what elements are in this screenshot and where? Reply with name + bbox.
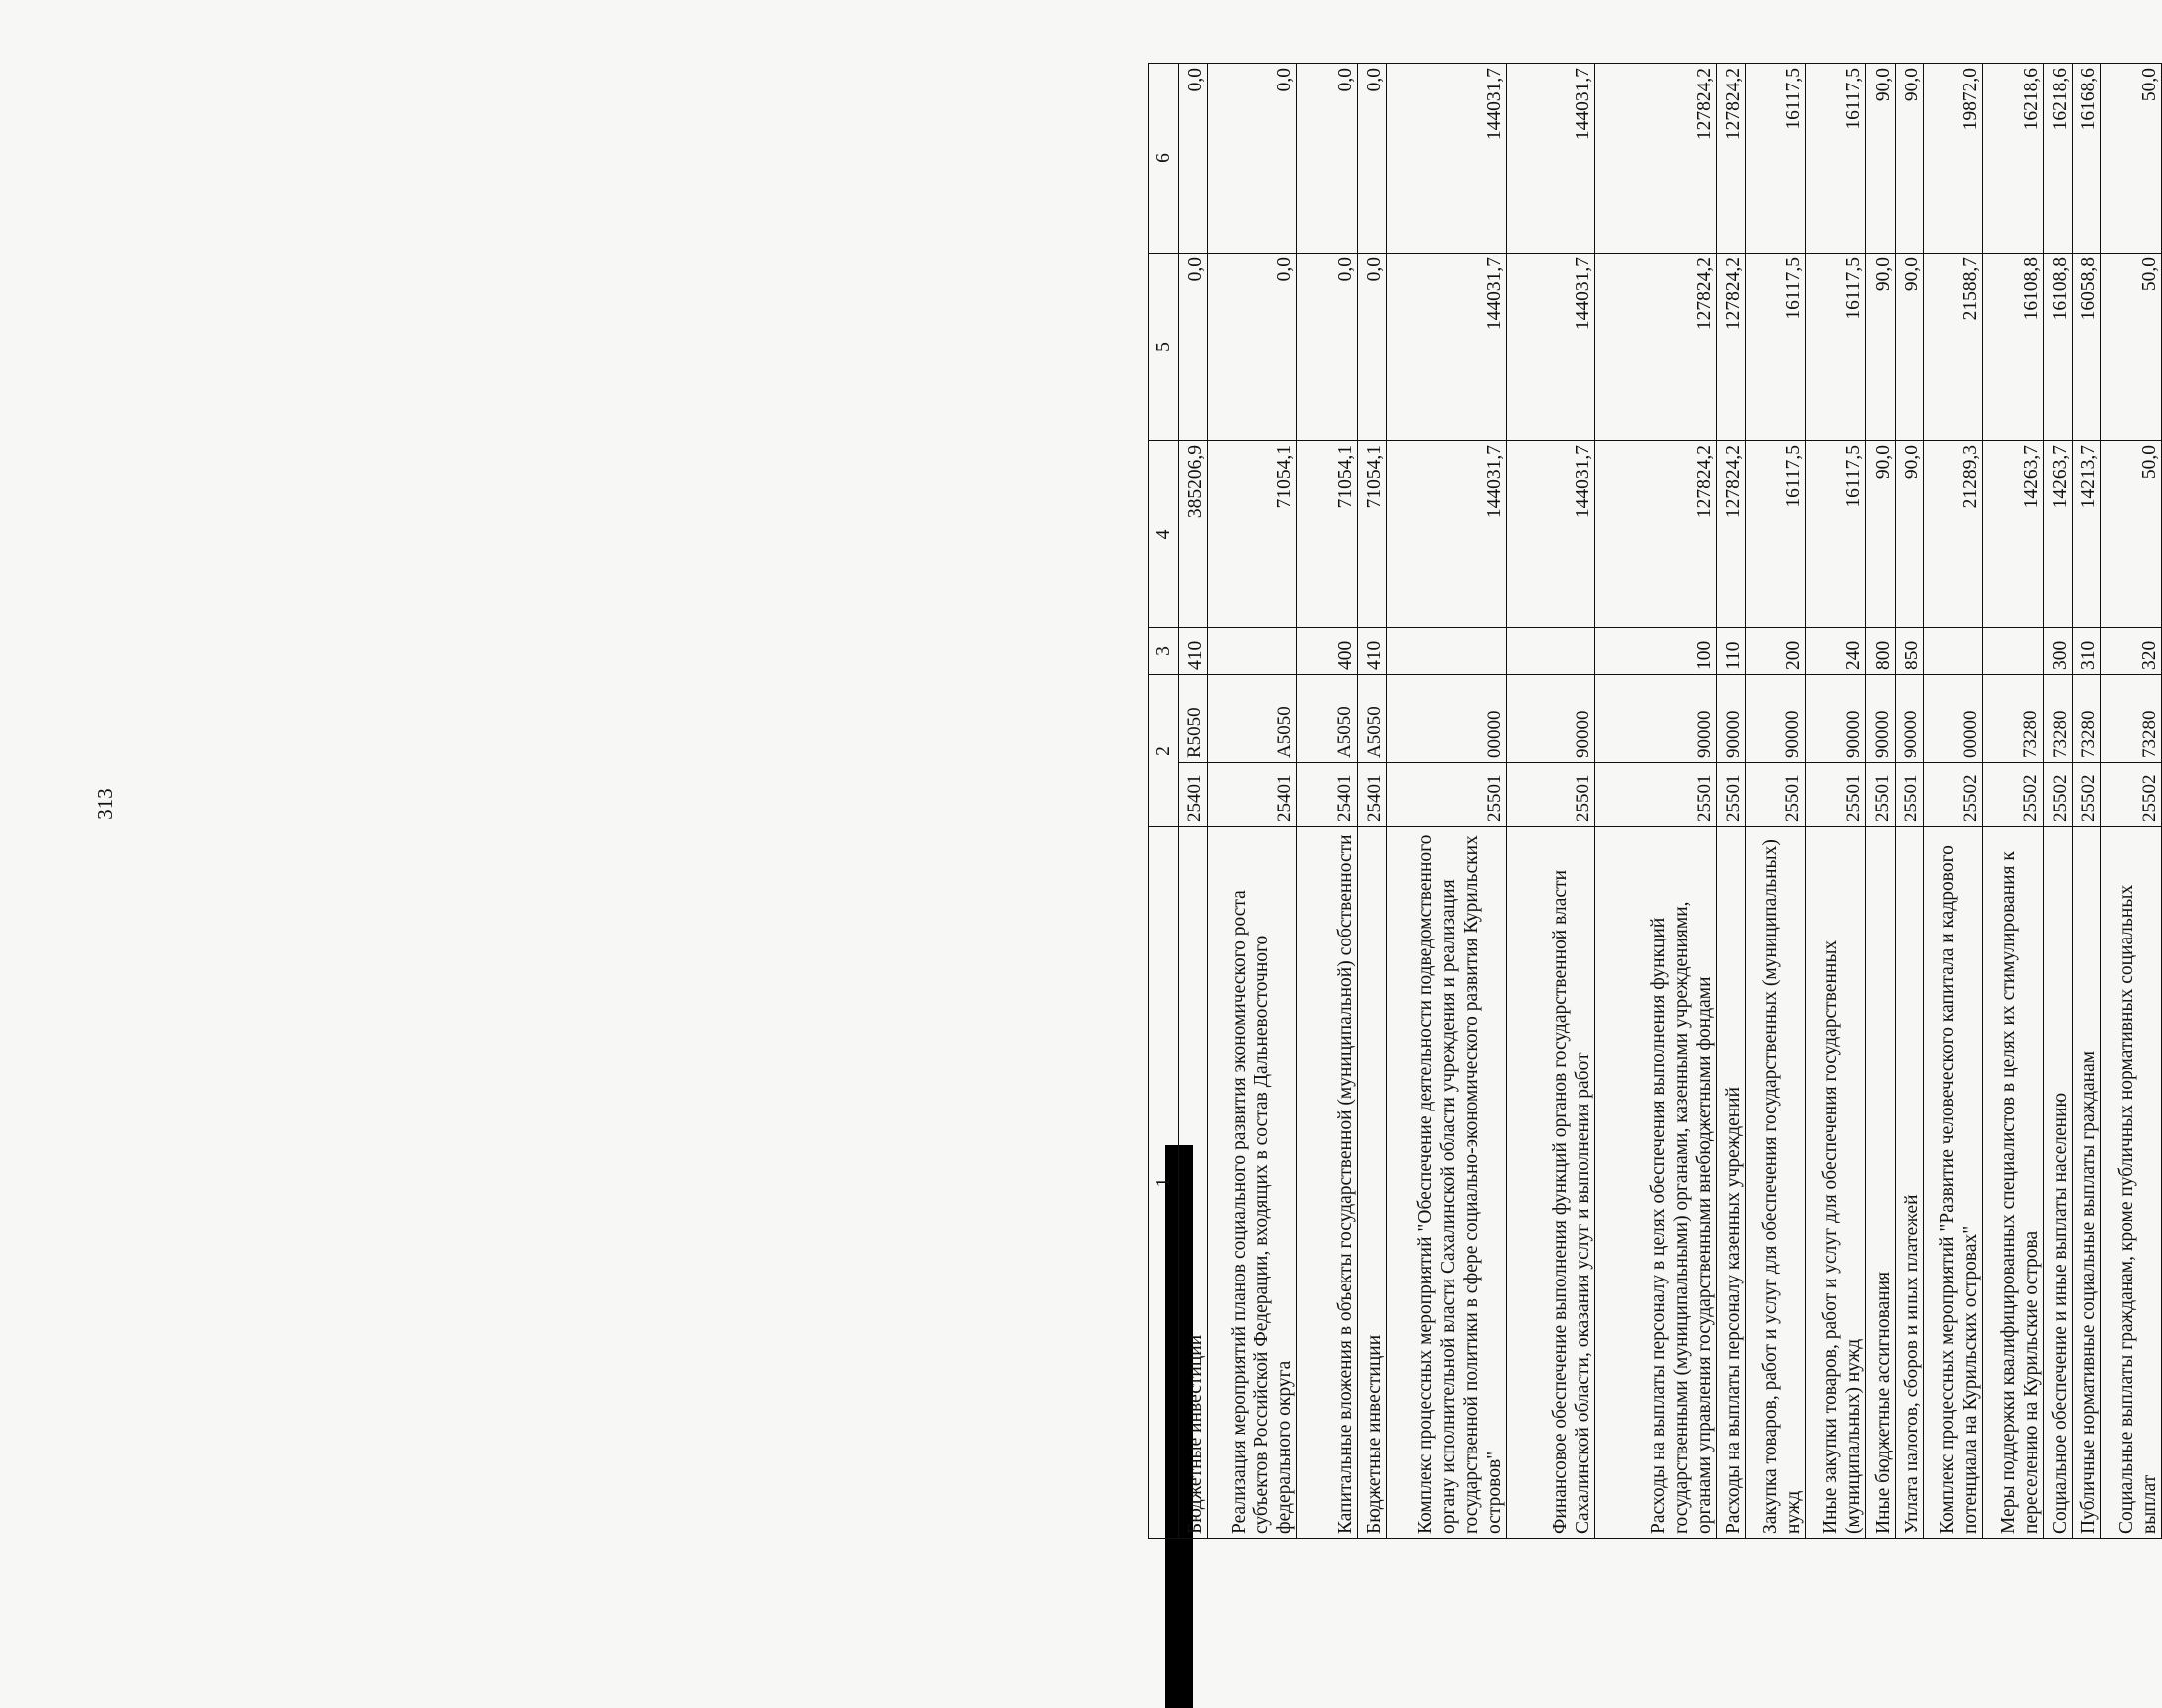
row-program-code-cell: 25502 — [1983, 763, 2044, 827]
row-expense-type-cell: 300 — [2043, 628, 2072, 675]
row-name-cell: Иные закупки товаров, работ и услуг для обеспечения государственных (муниципальных) нужд — [1805, 827, 1866, 1539]
row-value-col6-cell: 127824,2 — [1717, 64, 1746, 254]
row-expense-type-cell: 410 — [1357, 628, 1386, 675]
row-value-col5-cell: 90,0 — [1866, 254, 1895, 441]
row-direction-code-cell: 00000 — [1387, 675, 1507, 763]
row-value-col6-cell: 144031,7 — [1507, 64, 1595, 254]
row-expense-type-cell: 800 — [1866, 628, 1895, 675]
row-value-col4-cell: 90,0 — [1866, 441, 1895, 628]
row-direction-code-cell: A5050 — [1207, 675, 1297, 763]
row-program-code-cell: 25502 — [1923, 763, 1983, 827]
row-value-col6-cell: 16168,6 — [2073, 64, 2101, 254]
row-program-code-cell: 25501 — [1387, 763, 1507, 827]
row-expense-type-cell: 850 — [1895, 628, 1923, 675]
column-header-6: 6 — [1149, 64, 1179, 254]
row-value-col4-cell: 14263,7 — [1983, 441, 2044, 628]
row-expense-type-cell: 320 — [2101, 628, 2162, 675]
row-value-col6-cell: 90,0 — [1866, 64, 1895, 254]
row-expense-type-cell — [1983, 628, 2044, 675]
row-value-col6-cell: 0,0 — [1357, 64, 1386, 254]
row-value-col4-cell: 16117,5 — [1746, 441, 1806, 628]
row-value-col5-cell: 144031,7 — [1507, 254, 1595, 441]
row-name-cell: Социальное обеспечение и иные выплаты населению — [2043, 827, 2072, 1539]
row-value-col4-cell: 71054,1 — [1207, 441, 1297, 628]
row-expense-type-cell: 200 — [1746, 628, 1806, 675]
row-name-cell: Расходы на выплаты персоналу казенных учреждений — [1717, 827, 1746, 1539]
row-name-cell: Бюджетные инвестиции — [1357, 827, 1386, 1539]
column-header-4: 4 — [1149, 441, 1179, 628]
row-program-code-cell: 25501 — [1594, 763, 1716, 827]
row-name-cell: Уплата налогов, сборов и иных платежей — [1895, 827, 1923, 1539]
row-value-col5-cell: 0,0 — [1357, 254, 1386, 441]
column-header-2: 2 — [1149, 675, 1179, 827]
table-row — [1387, 64, 1507, 1539]
row-expense-type-cell: 310 — [2073, 628, 2101, 675]
row-name-cell: Реализация мероприятий планов социального развития экономического роста субъектов Российской Федерации, входящих в состав Дальневосточного федерального округа — [1207, 827, 1297, 1539]
row-value-col5-cell: 16108,8 — [1983, 254, 2044, 441]
row-direction-code-cell: 73280 — [2043, 675, 2072, 763]
row-expense-type-cell: 400 — [1297, 628, 1358, 675]
table-row — [1594, 64, 1716, 1539]
row-value-col4-cell: 50,0 — [2101, 441, 2162, 628]
table-row — [1357, 64, 1386, 1539]
row-expense-type-cell: 410 — [1179, 628, 1207, 675]
row-value-col6-cell: 16218,6 — [2043, 64, 2072, 254]
table-row — [1805, 64, 1866, 1539]
row-value-col6-cell: 0,0 — [1207, 64, 1297, 254]
row-direction-code-cell: A5050 — [1357, 675, 1386, 763]
row-value-col6-cell: 16117,5 — [1746, 64, 1806, 254]
row-value-col6-cell: 0,0 — [1179, 64, 1207, 254]
row-value-col4-cell: 90,0 — [1895, 441, 1923, 628]
row-value-col4-cell: 127824,2 — [1594, 441, 1716, 628]
row-program-code-cell: 25501 — [1866, 763, 1895, 827]
row-name-cell: Социальные выплаты гражданам, кроме публичных нормативных социальных выплат — [2101, 827, 2162, 1539]
row-value-col5-cell: 16117,5 — [1746, 254, 1806, 441]
row-expense-type-cell — [1207, 628, 1297, 675]
row-direction-code-cell: 90000 — [1594, 675, 1716, 763]
row-value-col6-cell: 90,0 — [1895, 64, 1923, 254]
table-row — [1297, 64, 1358, 1539]
row-program-code-cell: 25501 — [1746, 763, 1806, 827]
row-name-cell: Расходы на выплаты персоналу в целях обеспечения выполнения функций государственными (муниципальными) органами, казенными учреждениями, органами управления государственными внебюджетными фондами — [1594, 827, 1716, 1539]
row-value-col5-cell: 21588,7 — [1923, 254, 1983, 441]
row-name-cell: Финансовое обеспечение выполнения функций органов государственной власти Сахалинской области, оказания услуг и выполнения работ — [1507, 827, 1595, 1539]
table-header-row — [1149, 64, 1179, 1539]
row-direction-code-cell: 00000 — [1923, 675, 1983, 763]
row-direction-code-cell: R5050 — [1179, 675, 1207, 763]
row-name-cell: Закупка товаров, работ и услуг для обеспечения государственных (муниципальных) нужд — [1746, 827, 1806, 1539]
row-program-code-cell: 25401 — [1297, 763, 1358, 827]
row-direction-code-cell: 73280 — [2101, 675, 2162, 763]
table-row — [1866, 64, 1895, 1539]
row-direction-code-cell: 73280 — [1983, 675, 2044, 763]
row-value-col4-cell: 21289,3 — [1923, 441, 1983, 628]
row-value-col5-cell: 0,0 — [1179, 254, 1207, 441]
table-row — [1923, 64, 1983, 1539]
row-name-cell: Публичные нормативные социальные выплаты гражданам — [2073, 827, 2101, 1539]
row-value-col5-cell: 144031,7 — [1387, 254, 1507, 441]
row-direction-code-cell: 90000 — [1805, 675, 1866, 763]
row-value-col5-cell: 16108,8 — [2043, 254, 2072, 441]
row-direction-code-cell: 90000 — [1507, 675, 1595, 763]
row-value-col4-cell: 71054,1 — [1297, 441, 1358, 628]
row-program-code-cell: 25501 — [1507, 763, 1595, 827]
row-value-col4-cell: 14213,7 — [2073, 441, 2101, 628]
row-program-code-cell: 25401 — [1207, 763, 1297, 827]
row-program-code-cell: 25502 — [2073, 763, 2101, 827]
table-row — [1983, 64, 2044, 1539]
table-row — [1746, 64, 1806, 1539]
page-number: 313 — [93, 788, 117, 820]
row-program-code-cell: 25502 — [2043, 763, 2072, 827]
row-name-cell: Комплекс процессных мероприятий "Развитие человеческого капитала и кадрового потенциала на Курильских островах" — [1923, 827, 1983, 1539]
table-row — [1207, 64, 1297, 1539]
row-name-cell: Комплекс процессных мероприятий "Обеспечение деятельности подведомственного органу исполнительной власти Сахалинской области учреждения и реализация государственной политики в сфере социально-экономического развития Курильских островов" — [1387, 827, 1507, 1539]
row-name-cell: Бюджетные инвестиции — [1179, 827, 1207, 1539]
row-value-col4-cell: 71054,1 — [1357, 441, 1386, 628]
budget-table-rotated — [1148, 64, 2162, 1539]
column-header-1: 1 — [1149, 827, 1179, 1539]
row-value-col4-cell: 144031,7 — [1507, 441, 1595, 628]
row-value-col6-cell: 16117,5 — [1805, 64, 1866, 254]
table-row — [2101, 64, 2162, 1539]
row-expense-type-cell: 100 — [1594, 628, 1716, 675]
row-direction-code-cell: 90000 — [1746, 675, 1806, 763]
row-value-col5-cell: 0,0 — [1297, 254, 1358, 441]
row-value-col5-cell: 127824,2 — [1594, 254, 1716, 441]
row-direction-code-cell: A5050 — [1297, 675, 1358, 763]
row-expense-type-cell — [1507, 628, 1595, 675]
table-row — [2043, 64, 2072, 1539]
row-value-col6-cell: 144031,7 — [1387, 64, 1507, 254]
table-row — [1179, 64, 1207, 1539]
budget-table — [1148, 63, 2162, 1539]
row-program-code-cell: 25501 — [1895, 763, 1923, 827]
row-value-col6-cell: 16218,6 — [1983, 64, 2044, 254]
row-name-cell: Иные бюджетные ассигнования — [1866, 827, 1895, 1539]
table-row — [1507, 64, 1595, 1539]
row-value-col4-cell: 14263,7 — [2043, 441, 2072, 628]
row-direction-code-cell: 90000 — [1717, 675, 1746, 763]
row-expense-type-cell — [1923, 628, 1983, 675]
row-expense-type-cell: 240 — [1805, 628, 1866, 675]
row-program-code-cell: 25502 — [2101, 763, 2162, 827]
row-program-code-cell: 25401 — [1357, 763, 1386, 827]
column-header-3: 3 — [1149, 628, 1179, 675]
table-row — [1717, 64, 1746, 1539]
row-expense-type-cell — [1387, 628, 1507, 675]
row-value-col6-cell: 0,0 — [1297, 64, 1358, 254]
row-expense-type-cell: 110 — [1717, 628, 1746, 675]
row-value-col4-cell: 16117,5 — [1805, 441, 1866, 628]
row-value-col5-cell: 16117,5 — [1805, 254, 1866, 441]
row-value-col6-cell: 50,0 — [2101, 64, 2162, 254]
row-value-col5-cell: 90,0 — [1895, 254, 1923, 441]
row-name-cell: Меры поддержки квалифицированных специалистов в целях их стимулирования к переселению на Курильские острова — [1983, 827, 2044, 1539]
row-value-col5-cell: 50,0 — [2101, 254, 2162, 441]
row-value-col5-cell: 16058,8 — [2073, 254, 2101, 441]
table-row — [1895, 64, 1923, 1539]
row-program-code-cell: 25501 — [1805, 763, 1866, 827]
row-direction-code-cell: 73280 — [2073, 675, 2101, 763]
row-program-code-cell: 25401 — [1179, 763, 1207, 827]
row-direction-code-cell: 90000 — [1866, 675, 1895, 763]
row-value-col4-cell: 144031,7 — [1387, 441, 1507, 628]
row-value-col6-cell: 127824,2 — [1594, 64, 1716, 254]
row-value-col5-cell: 0,0 — [1207, 254, 1297, 441]
row-value-col6-cell: 19872,0 — [1923, 64, 1983, 254]
table-row — [2073, 64, 2101, 1539]
row-direction-code-cell: 90000 — [1895, 675, 1923, 763]
row-program-code-cell: 25501 — [1717, 763, 1746, 827]
row-value-col5-cell: 127824,2 — [1717, 254, 1746, 441]
column-header-5: 5 — [1149, 254, 1179, 441]
row-name-cell: Капитальные вложения в объекты государственной (муниципальной) собственности — [1297, 827, 1358, 1539]
row-value-col4-cell: 385206,9 — [1179, 441, 1207, 628]
row-value-col4-cell: 127824,2 — [1717, 441, 1746, 628]
